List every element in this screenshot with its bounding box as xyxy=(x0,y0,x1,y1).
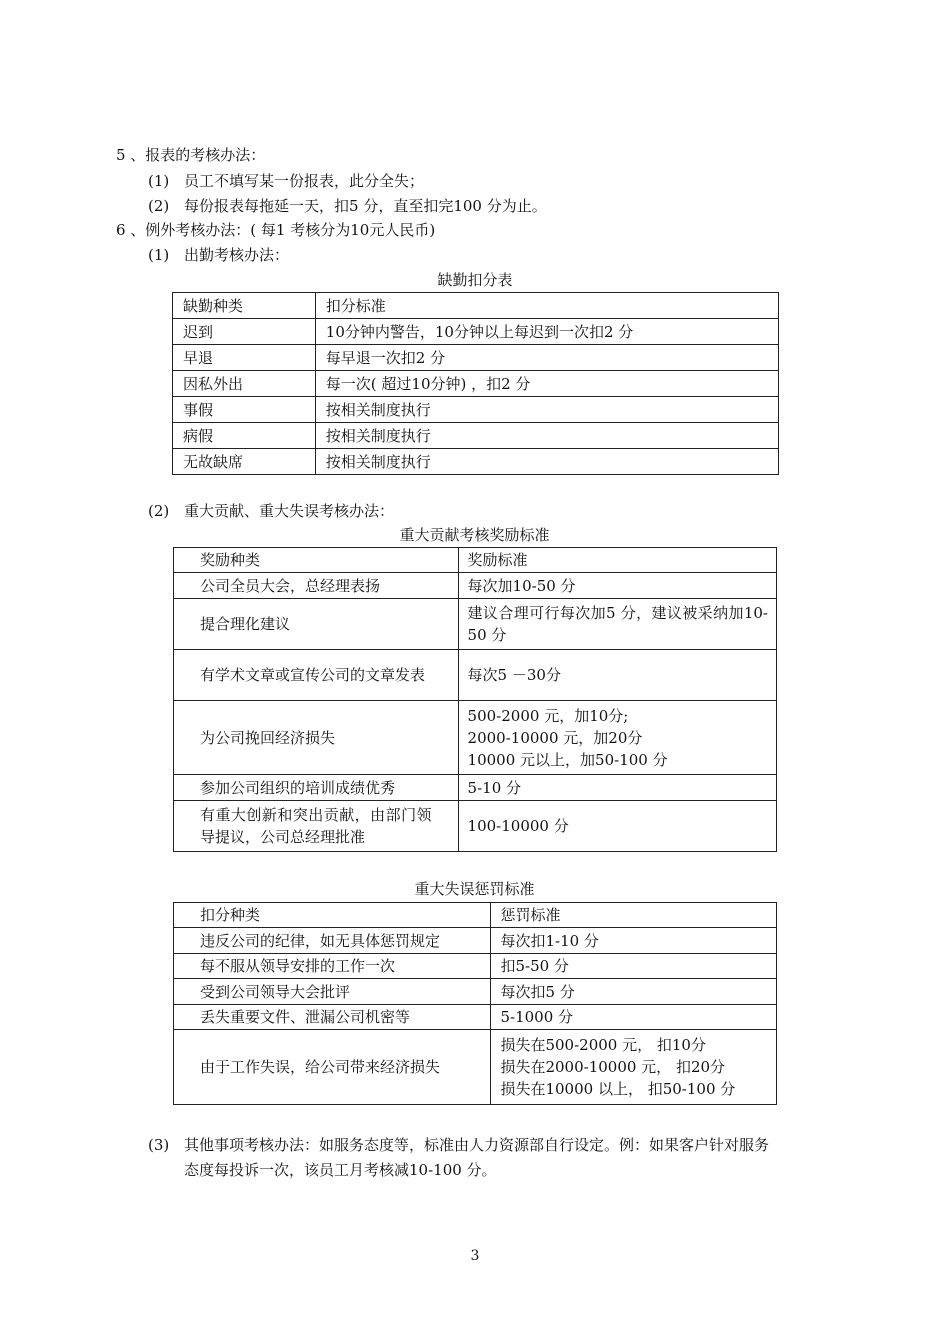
reward-standard-table xyxy=(173,547,777,852)
table-row xyxy=(174,979,777,1005)
table-cell: 按相关制度执行 xyxy=(315,449,778,475)
section-6-item-2-number: (2) xyxy=(148,502,170,520)
section-6-title: 6 、例外考核办法：( 每1 考核分为10元人民币) xyxy=(116,221,436,239)
header-cell: 扣分标准 xyxy=(315,293,778,319)
table-cell: 每早退一次扣2 分 xyxy=(315,345,778,371)
table-row xyxy=(173,371,779,397)
cell-line: 损失在500-2000 元， 扣10分 xyxy=(500,1036,706,1054)
table-cell: 扣5-50 分 xyxy=(491,954,777,979)
table-cell: 公司全员大会，总经理表扬 xyxy=(174,573,459,599)
table-row xyxy=(174,775,777,801)
table-row xyxy=(174,954,777,979)
header-cell: 奖励标准 xyxy=(458,548,776,573)
table-cell: 有重大创新和突出贡献，由部门领导提议，公司总经理批准 xyxy=(174,801,459,852)
table-cell: 按相关制度执行 xyxy=(315,423,778,449)
section-5-item-2-text: 每份报表每拖延一天，扣5 分，直至扣完100 分为止。 xyxy=(184,197,547,215)
table-header-row xyxy=(173,293,779,319)
table-cell: 为公司挽回经济损失 xyxy=(174,701,459,775)
table-row xyxy=(174,650,777,701)
penalty-standard-table xyxy=(173,902,777,1105)
table-cell: 无故缺席 xyxy=(173,449,316,475)
section-6-item-3-number: (3) xyxy=(148,1136,170,1154)
table-row xyxy=(174,573,777,599)
table-row xyxy=(173,449,779,475)
header-cell: 扣分种类 xyxy=(174,903,491,928)
attendance-table-caption: 缺勤扣分表 xyxy=(437,271,513,289)
table-cell: 事假 xyxy=(173,397,316,423)
table-row xyxy=(174,928,777,954)
table-cell: 建议合理可行每次加5 分，建议被采纳加10-50 分 xyxy=(458,599,776,650)
table-row xyxy=(174,1005,777,1030)
cell-line: 损失在2000-10000 元， 扣20分 xyxy=(500,1058,726,1076)
header-cell: 奖励种类 xyxy=(174,548,459,573)
table-cell: 因私外出 xyxy=(173,371,316,397)
section-5-item-1-number: (1) xyxy=(148,172,170,190)
table-row xyxy=(173,319,779,345)
table-cell: 病假 xyxy=(173,423,316,449)
table-cell: 每一次( 超过10分钟) ，扣2 分 xyxy=(315,371,778,397)
table-cell: 每次扣5 分 xyxy=(491,979,777,1005)
table-cell xyxy=(491,1030,777,1105)
table-row xyxy=(174,701,777,775)
table-row xyxy=(174,801,777,852)
header-cell: 惩罚标准 xyxy=(491,903,777,928)
table-cell: 100-10000 分 xyxy=(458,801,776,852)
table-cell: 每次加10-50 分 xyxy=(458,573,776,599)
section-6-item-1-number: (1) xyxy=(148,246,170,264)
header-cell: 缺勤种类 xyxy=(173,293,316,319)
table-cell: 早退 xyxy=(173,345,316,371)
section-6-item-3-line-2: 态度每投诉一次，该员工月考核减10-100 分。 xyxy=(184,1161,497,1179)
table-cell: 提合理化建议 xyxy=(174,599,459,650)
table-cell: 违反公司的纪律，如无具体惩罚规定 xyxy=(174,928,491,954)
table-row xyxy=(173,345,779,371)
table-row xyxy=(174,599,777,650)
section-5-item-2-number: (2) xyxy=(148,197,170,215)
table-cell: 每次扣1-10 分 xyxy=(491,928,777,954)
reward-table-caption: 重大贡献考核奖励标准 xyxy=(399,526,550,544)
table-cell: 迟到 xyxy=(173,319,316,345)
table-cell: 10分钟内警告，10分钟以上每迟到一次扣2 分 xyxy=(315,319,778,345)
section-5-title: 5 、报表的考核办法： xyxy=(116,146,266,164)
section-6-item-2-text: 重大贡献、重大失误考核办法： xyxy=(184,502,395,520)
table-row xyxy=(173,423,779,449)
cell-line: 500-2000 元，加10分; xyxy=(467,706,629,725)
table-cell: 由于工作失误，给公司带来经济损失 xyxy=(174,1030,491,1105)
cell-line: 损失在10000 以上， 扣50-100 分 xyxy=(500,1080,736,1098)
table-row xyxy=(174,1030,777,1105)
attendance-deduction-table xyxy=(172,292,779,475)
section-6-item-3-line-1: 其他事项考核办法：如服务态度等，标准由人力资源部自行设定。例：如果客户针对服务 xyxy=(184,1136,770,1154)
table-header-row xyxy=(174,903,777,928)
cell-line: 2000-10000 元，加20分 xyxy=(467,728,643,747)
penalty-table-caption: 重大失误惩罚标准 xyxy=(414,880,535,898)
table-cell: 丢失重要文件、泄漏公司机密等 xyxy=(174,1005,491,1030)
table-cell xyxy=(458,701,776,775)
table-cell: 每次5 －30分 xyxy=(458,650,776,701)
section-6-item-1-text: 出勤考核办法： xyxy=(184,246,290,264)
cell-line: 10000 元以上，加50-100 分 xyxy=(467,750,668,769)
table-cell: 有学术文章或宣传公司的文章发表 xyxy=(174,650,459,701)
table-cell: 按相关制度执行 xyxy=(315,397,778,423)
table-cell: 参加公司组织的培训成绩优秀 xyxy=(174,775,459,801)
table-header-row xyxy=(174,548,777,573)
section-5-item-1-text: 员工不填写某一份报表，此分全失； xyxy=(184,172,425,190)
page-number: 3 xyxy=(470,1248,480,1264)
table-cell: 每不服从领导安排的工作一次 xyxy=(174,954,491,979)
table-row xyxy=(173,397,779,423)
table-cell: 5-10 分 xyxy=(458,775,776,801)
table-cell: 受到公司领导大会批评 xyxy=(174,979,491,1005)
table-cell: 5-1000 分 xyxy=(491,1005,777,1030)
